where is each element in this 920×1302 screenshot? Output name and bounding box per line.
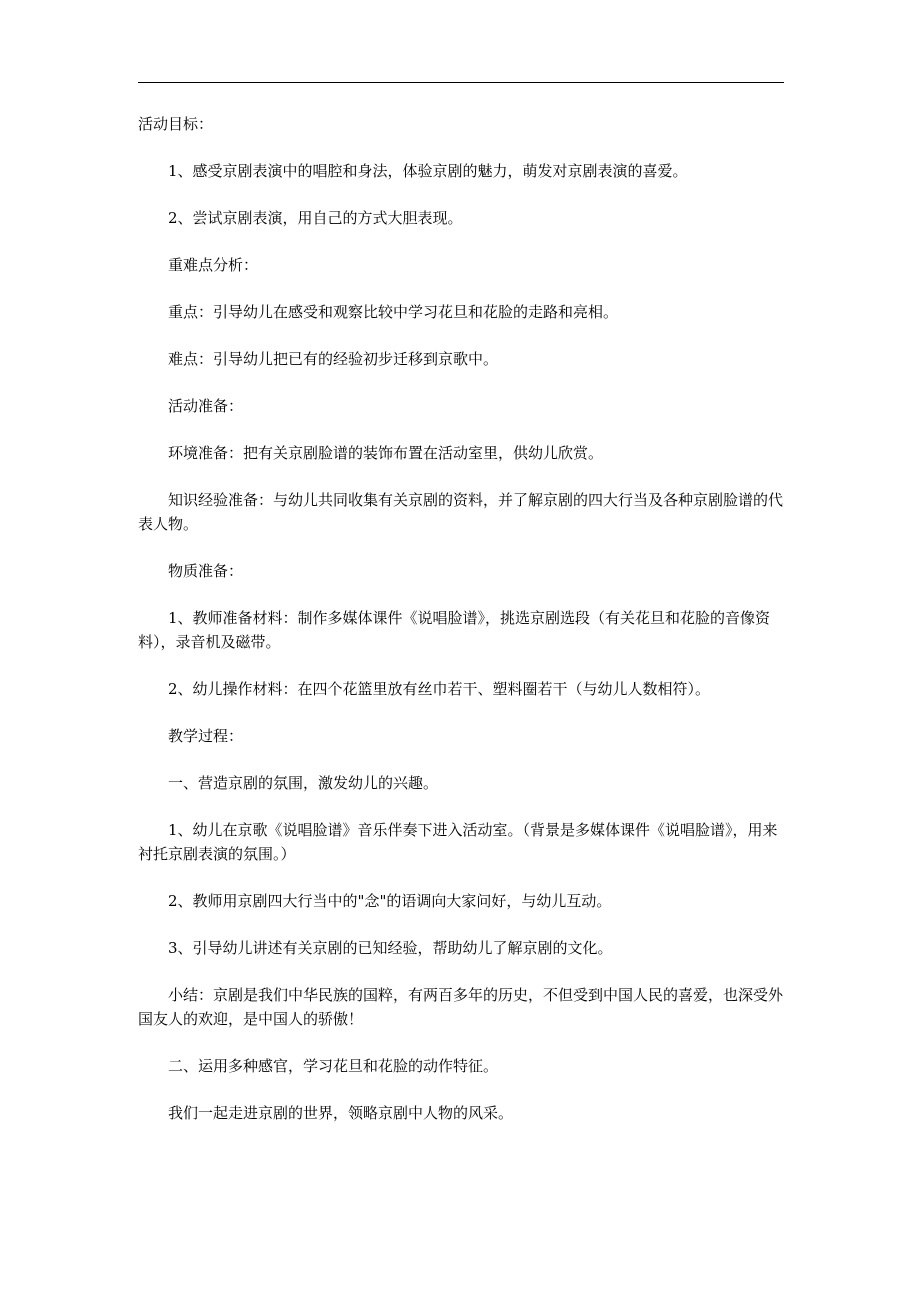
prep-environment: 环境准备：把有关京剧脸谱的装饰布置在活动室里，供幼儿欣赏。 xyxy=(168,444,604,462)
heading-activity-goals: 活动目标： xyxy=(138,115,214,133)
document-body xyxy=(138,112,784,1148)
process-section-1: 一、营造京剧的氛围，激发幼儿的兴趣。 xyxy=(168,774,439,792)
header-rule xyxy=(138,82,784,83)
process-step-1: 1、幼儿在京歌《说唱脸谱》音乐伴奏下进入活动室。（背景是多媒体课件《说唱脸谱》，用来衬托京剧表演的氛围。） xyxy=(138,821,778,863)
materials-teacher: 1、教师准备材料：制作多媒体课件《说唱脸谱》，挑选京剧选段（有关花旦和花脸的音像资料），录音机及磁带。 xyxy=(138,609,771,651)
heading-process: 教学过程： xyxy=(168,727,244,745)
process-step-2: 2、教师用京剧四大行当中的"念"的语调向大家问好，与幼儿互动。 xyxy=(168,892,612,910)
process-section-2: 二、运用多种感官，学习花旦和花脸的动作特征。 xyxy=(168,1057,499,1075)
process-intro: 我们一起走进京剧的世界，领略京剧中人物的风采。 xyxy=(168,1104,514,1122)
goal-item-2: 2、尝试京剧表演，用自己的方式大胆表现。 xyxy=(168,209,463,227)
materials-children: 2、幼儿操作材料：在四个花篮里放有丝巾若干、塑料圈若干（与幼儿人数相符）。 xyxy=(168,680,711,698)
key-point-difficulty: 难点：引导幼儿把已有的经验初步迁移到京歌中。 xyxy=(168,350,499,368)
heading-key-points: 重难点分析： xyxy=(168,256,259,274)
heading-materials: 物质准备： xyxy=(168,562,244,580)
process-step-3: 3、引导幼儿讲述有关京剧的已知经验，帮助幼儿了解京剧的文化。 xyxy=(168,939,613,957)
heading-preparation: 活动准备： xyxy=(168,397,244,415)
process-summary: 小结：京剧是我们中华民族的国粹，有两百多年的历史，不但受到中国人民的喜爱，也深受外国友人的欢迎，是中国人的骄傲！ xyxy=(138,986,784,1028)
goal-item-1: 1、感受京剧表演中的唱腔和身法，体验京剧的魅力，萌发对京剧表演的喜爱。 xyxy=(168,162,688,180)
key-point-focus: 重点：引导幼儿在感受和观察比较中学习花旦和花脸的走路和亮相。 xyxy=(168,303,619,321)
prep-knowledge: 知识经验准备：与幼儿共同收集有关京剧的资料，并了解京剧的四大行当及各种京剧脸谱的代表人物。 xyxy=(138,491,784,533)
